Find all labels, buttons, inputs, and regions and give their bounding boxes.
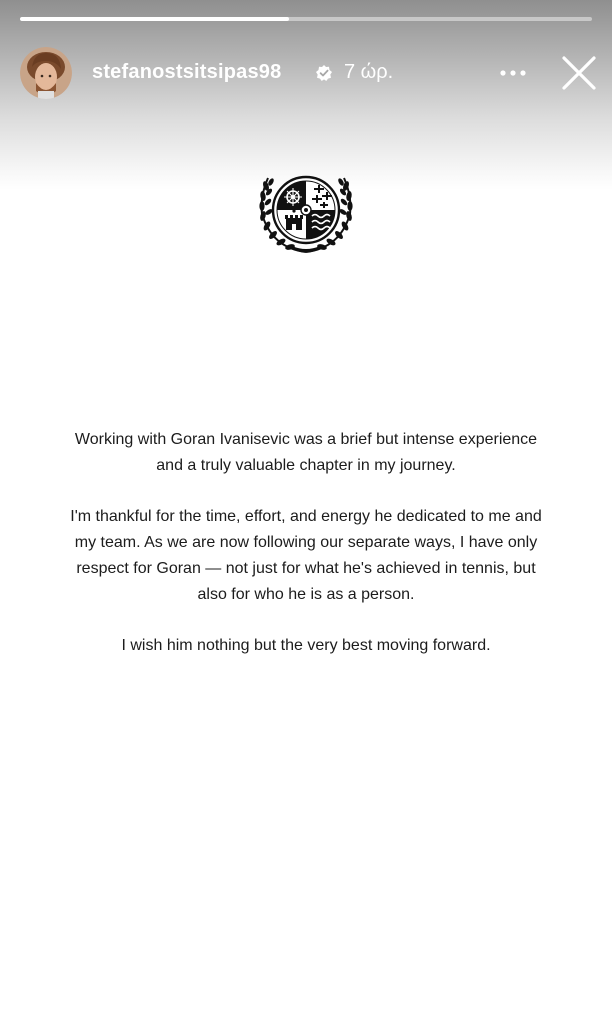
story-progress-bar bbox=[20, 17, 592, 21]
more-options-icon[interactable] bbox=[498, 62, 528, 84]
verified-badge-icon bbox=[316, 65, 332, 81]
statement-paragraph-2: I'm thankful for the time, effort, and energy he dedicated to me and my team. As we are now following our separate ways, I have only respect for Goran — not just for what he's achieved in tennis, but also for who he is as a person. bbox=[70, 508, 542, 603]
avatar[interactable] bbox=[20, 47, 72, 99]
statement-paragraph-1: Working with Goran Ivanisevic was a brief but intense experience and a truly valuable chapter in my journey. bbox=[74, 431, 538, 474]
statement-paragraph-3: I wish him nothing but the very best moving forward. bbox=[121, 637, 491, 655]
story-username[interactable]: stefanostsitsipas98 bbox=[92, 61, 282, 83]
story-timestamp: 7 ώρ. bbox=[344, 61, 394, 83]
story-header bbox=[20, 46, 592, 100]
story-statement bbox=[66, 427, 546, 685]
crest-logo bbox=[254, 168, 358, 256]
story-progress-fill bbox=[20, 17, 289, 21]
close-icon[interactable] bbox=[560, 54, 598, 92]
